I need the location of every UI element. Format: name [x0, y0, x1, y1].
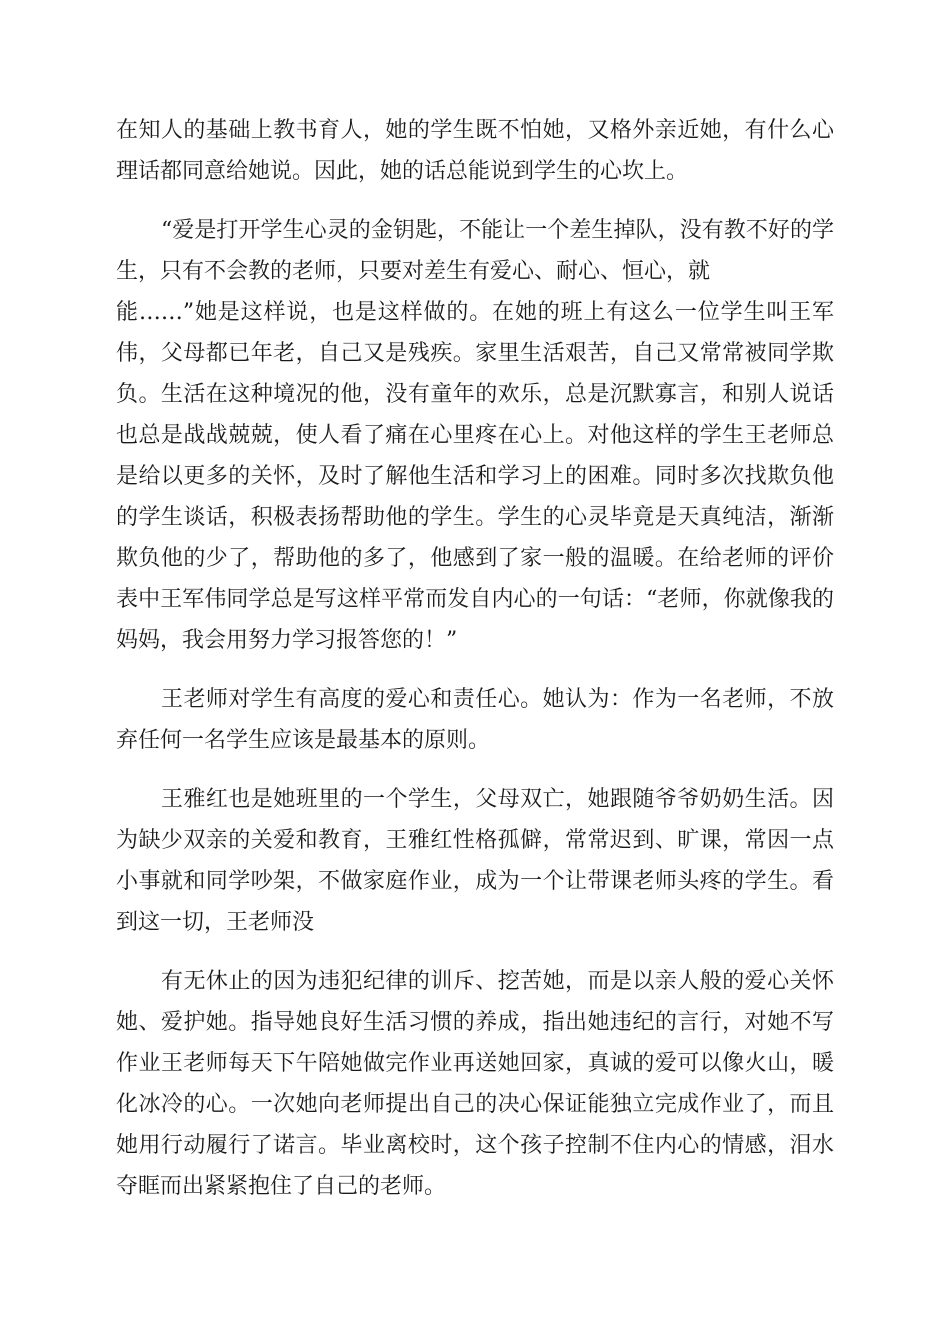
paragraph-2-line-1: “爱是打开学生心灵的金钥匙，不能让一个差生掉队，没有教不好的学生，只有不会教的老师，只要对差生有爱心、耐心、恒心，就	[116, 218, 834, 284]
paragraph-2-line-2: 能……”她是这样说，也是这样做的。在她的班上有这么一位学生叫王军伟，父母都已年老，自己又是残疾。家里生活艰苦，自己又常常被同学欺负。生活在这种境况的他，没有童年的欢乐，总是沉默寡言，和别人说话也总是战战兢兢，使人看了痛在心里疼在心上。对他这样的学生王老师总是给以更多的关怀，及时了解他生活和学习上的困难。同时多次找欺负他的学生谈话，积极表扬帮助他的学生。学生的心灵毕竟是天真纯洁，渐渐欺负他的少了，帮助他的多了，他感到了家一般的温暖。在给老师的评价表中王军伟同学总是写这样平常而发自内心的一句话：“老师，你就像我的妈妈，我会用努力学习报答您的！”	[116, 300, 834, 653]
document-body	[116, 110, 834, 1225]
paragraph-2	[116, 210, 834, 661]
paragraph-1: 在知人的基础上教书育人，她的学生既不怕她，又格外亲近她，有什么心理话都同意给她说。因此，她的话总能说到学生的心坎上。	[116, 118, 834, 184]
paragraph-4: 王雅红也是她班里的一个学生，父母双亡，她跟随爷爷奶奶生活。因为缺少双亲的关爱和教育，王雅红性格孤僻，常常迟到、旷课，常因一点小事就和同学吵架，不做家庭作业，成为一个让带课老师头疼的学生。看到这一切，王老师没	[116, 787, 834, 935]
paragraph-3: 王老师对学生有高度的爱心和责任心。她认为：作为一名老师，不放弃任何一名学生应该是最基本的原则。	[116, 687, 834, 753]
paragraph-5: 有无休止的因为违犯纪律的训斥、挖苦她，而是以亲人般的爱心关怀她、爱护她。指导她良好生活习惯的养成，指出她违纪的言行，对她不写作业王老师每天下午陪她做完作业再送她回家，真诚的爱可以像火山，暖化冰冷的心。一次她向老师提出自己的决心保证能独立完成作业了，而且她用行动履行了诺言。毕业离校时，这个孩子控制不住内心的情感，泪水夺眶而出紧紧抱住了自己的老师。	[116, 969, 834, 1199]
